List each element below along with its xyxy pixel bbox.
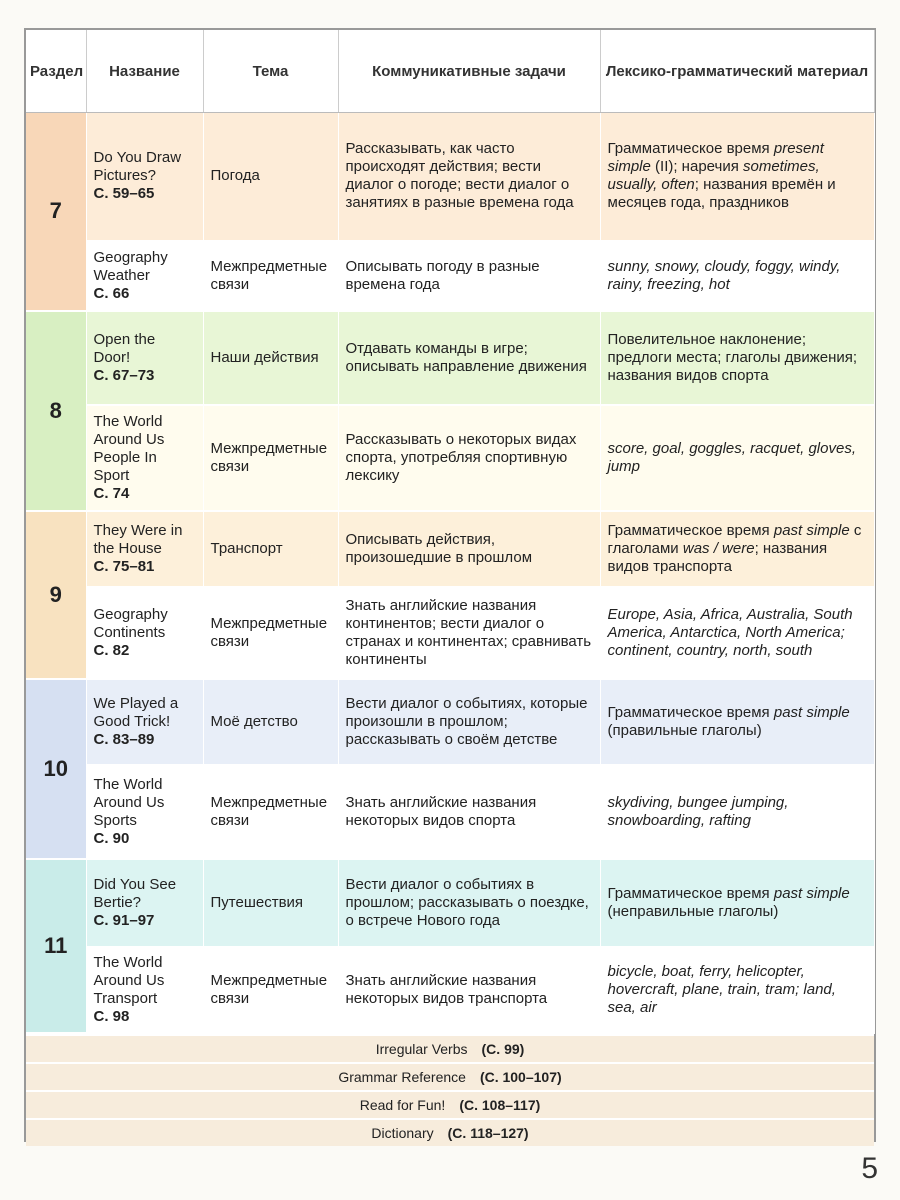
table-row (26, 679, 874, 765)
lesson-name: We Played a Good Trick! С. 83–89 (86, 679, 203, 765)
lesson-material: Грамматическое время past simple (неправильные глаголы) (600, 859, 874, 947)
lesson-tasks: Описывать действия, произошедшие в прошлом (338, 511, 600, 587)
table-row (26, 511, 874, 587)
appendix-read-for-fun: Read for Fun! (С. 108–117) (26, 1090, 874, 1118)
lesson-material: Грамматическое время past simple (правильные глаголы) (600, 679, 874, 765)
lesson-tasks: Вести диалог о событиях в прошлом; рассказывать о поездке, о встрече Нового года (338, 859, 600, 947)
lesson-name: Geography Continents С. 82 (86, 587, 203, 679)
table-row (26, 405, 874, 511)
lesson-name: Open the Door! С. 67–73 (86, 311, 203, 405)
lesson-material: Повелительное наклонение; предлоги места; глаголы движения; названия видов спорта (600, 311, 874, 405)
lesson-name: The World Around Us Sports С. 90 (86, 765, 203, 859)
lesson-name: The World Around Us Transport С. 98 (86, 947, 203, 1033)
table-row (26, 113, 874, 241)
lesson-topic: Межпредметные связи (203, 947, 338, 1033)
lesson-name: Did You See Bertie? С. 91–97 (86, 859, 203, 947)
lesson-tasks: Рассказывать о некоторых видах спорта, употребляя спортивную лексику (338, 405, 600, 511)
lesson-topic: Погода (203, 113, 338, 241)
header-name: Название (86, 30, 203, 113)
unit-number-8: 8 (26, 311, 86, 511)
appendix-dictionary: Dictionary (С. 118–127) (26, 1118, 874, 1146)
lesson-material: Europe, Asia, Africa, Australia, South America, Antarctica, North America; continent, country, north, south (600, 587, 874, 679)
contents-table-frame (24, 28, 876, 1142)
page-number: 5 (861, 1152, 878, 1185)
lesson-topic: Межпредметные связи (203, 765, 338, 859)
unit-number-7: 7 (26, 113, 86, 311)
lesson-name: Geography Weather С. 66 (86, 241, 203, 311)
lesson-tasks: Знать английские названия континентов; вести диалог о странах и континентах; сравнивать континенты (338, 587, 600, 679)
unit-number-10: 10 (26, 679, 86, 859)
appendix-grammar-reference: Grammar Reference (С. 100–107) (26, 1062, 874, 1090)
lesson-tasks: Отдавать команды в игре; описывать направление движения (338, 311, 600, 405)
header-unit: Раздел (26, 30, 86, 113)
lesson-topic: Транспорт (203, 511, 338, 587)
lesson-topic: Путешествия (203, 859, 338, 947)
header-material: Лексико-грамматический материал (600, 30, 874, 113)
table-row (26, 311, 874, 405)
header-row (26, 30, 874, 113)
lesson-tasks: Знать английские названия некоторых видов спорта (338, 765, 600, 859)
appendix-list (26, 1034, 874, 1146)
lesson-tasks: Рассказывать, как часто происходят действия; вести диалог о погоде; вести диалог о занятиях в разные времена года (338, 113, 600, 241)
table-row (26, 587, 874, 679)
lesson-name: They Were in the House С. 75–81 (86, 511, 203, 587)
lesson-topic: Межпредметные связи (203, 587, 338, 679)
header-tasks: Коммуникативные задачи (338, 30, 600, 113)
lesson-material: score, goal, goggles, racquet, gloves, jump (600, 405, 874, 511)
contents-table (26, 30, 875, 1034)
lesson-material: bicycle, boat, ferry, helicopter, hovercraft, plane, train, tram; land, sea, air (600, 947, 874, 1033)
lesson-topic: Межпредметные связи (203, 405, 338, 511)
lesson-tasks: Вести диалог о событиях, которые произошли в прошлом; рассказывать о своём детстве (338, 679, 600, 765)
lesson-name: Do You Draw Pictures? С. 59–65 (86, 113, 203, 241)
header-topic: Тема (203, 30, 338, 113)
lesson-topic: Наши действия (203, 311, 338, 405)
lesson-topic: Моё детство (203, 679, 338, 765)
lesson-tasks: Описывать погоду в разные времена года (338, 241, 600, 311)
unit-number-11: 11 (26, 859, 86, 1033)
appendix-irregular-verbs: Irregular Verbs (С. 99) (26, 1034, 874, 1062)
table-row (26, 765, 874, 859)
table-row (26, 241, 874, 311)
lesson-material: Грамматическое время present simple (II); наречия sometimes, usually, often; названия времён и месяцев года, праздников (600, 113, 874, 241)
lesson-topic: Межпредметные связи (203, 241, 338, 311)
table-row (26, 947, 874, 1033)
unit-number-9: 9 (26, 511, 86, 679)
lesson-name: The World Around Us People In Sport С. 74 (86, 405, 203, 511)
lesson-material: Грамматическое время past simple с глаголами was / were; названия видов транспорта (600, 511, 874, 587)
lesson-material: sunny, snowy, cloudy, foggy, windy, rainy, freezing, hot (600, 241, 874, 311)
lesson-tasks: Знать английские названия некоторых видов транспорта (338, 947, 600, 1033)
lesson-material: skydiving, bungee jumping, snowboarding, rafting (600, 765, 874, 859)
table-row (26, 859, 874, 947)
